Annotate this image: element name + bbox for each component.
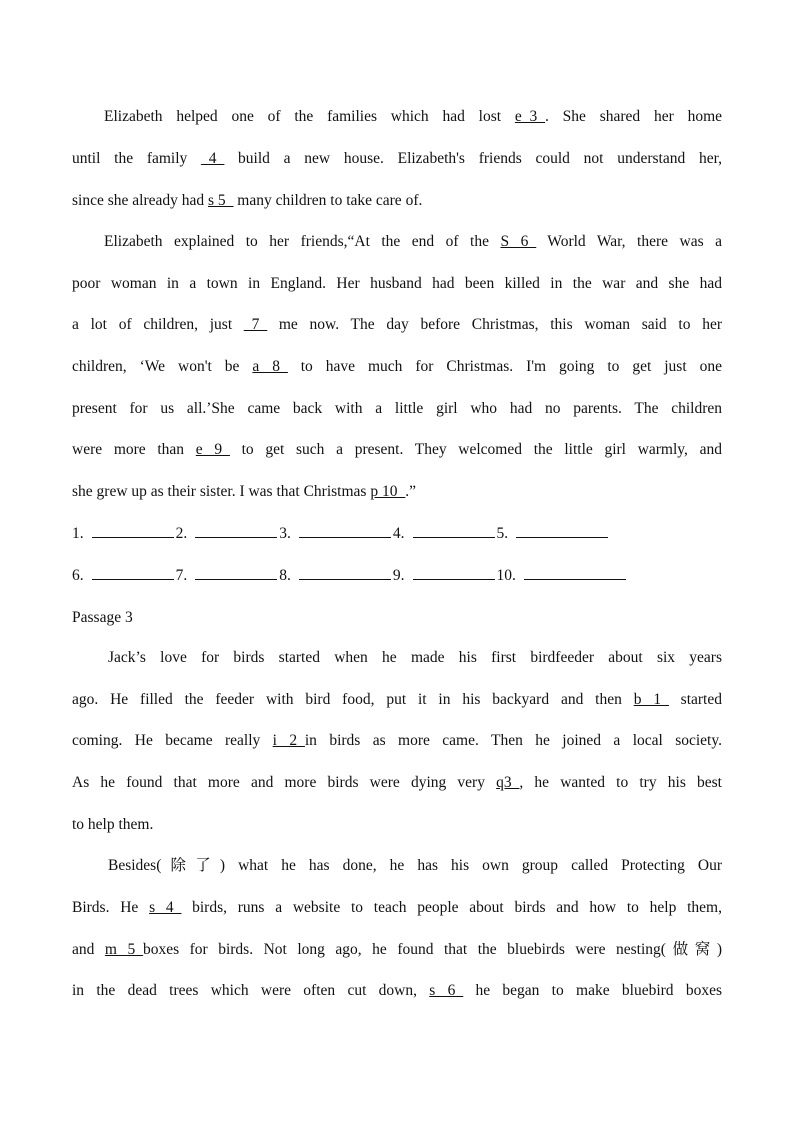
blank-clue: m 5_	[104, 941, 143, 958]
answer-number: 6.	[72, 567, 84, 584]
text-run: boxes for birds. Not long ago, he found that the bluebirds were nesting(做窝)	[142, 941, 722, 958]
text-run: a lot of children, just	[72, 316, 244, 333]
text-run: ago. He filled the feeder with bird food, put it in his backyard and then	[72, 691, 634, 708]
text-run: to get such a present. They welcomed the little girl warmly, and	[229, 441, 722, 458]
text-run: present for us all.’She came back with a little girl who had no parents. The children	[72, 400, 722, 417]
text-line	[72, 315, 722, 335]
text-run: Elizabeth explained to her friends,“At the end of the	[104, 233, 501, 250]
answer-number: 1.	[72, 525, 84, 542]
text-line	[108, 856, 722, 876]
text-run: to have much for Christmas. I'm going to get just one	[287, 358, 722, 375]
text-run: poor woman in a town in England. Her husband had been killed in the war and she had	[72, 275, 722, 292]
blank-clue: s 6_	[429, 982, 464, 999]
blank-clue: q3_	[496, 774, 520, 791]
text-line	[104, 107, 722, 127]
text-run: As he found that more and more birds were dying very	[72, 774, 497, 791]
answer-blank[interactable]	[299, 565, 391, 580]
text-line	[72, 731, 722, 751]
text-run: many children to take care of.	[233, 192, 423, 209]
blank-clue: e 9_	[195, 441, 230, 458]
text-line	[72, 773, 722, 793]
text-run: coming. He became really	[72, 732, 273, 749]
text-run: Elizabeth helped one of the families which had lost	[104, 108, 515, 125]
text-line	[72, 357, 722, 377]
answer-blank[interactable]	[195, 565, 277, 580]
answer-blank[interactable]	[413, 565, 495, 580]
blank-clue: _4_	[201, 150, 225, 167]
answer-number: 8.	[279, 567, 291, 584]
blank-clue: i 2_	[272, 732, 305, 749]
text-line	[72, 191, 722, 211]
answer-number: 2.	[175, 525, 188, 542]
text-run: World War, there was a	[536, 233, 722, 250]
text-run: Jack’s love for birds started when he made his first birdfeeder about six years	[108, 649, 722, 666]
text-run: Besides(除了) what he has done, he has his own group called Protecting Our	[108, 857, 722, 874]
text-run: and	[72, 941, 105, 958]
text-run: me now. The day before Christmas, this woman said to her	[267, 316, 722, 333]
text-run: Birds. He	[72, 899, 150, 916]
answer-number: 7.	[175, 567, 188, 584]
text-line	[72, 482, 722, 502]
answer-number: 10.	[496, 567, 516, 584]
answer-number: 3.	[279, 525, 291, 542]
text-run: to help them.	[72, 816, 154, 833]
text-line	[104, 232, 722, 252]
blank-clue: p 10_	[370, 483, 406, 500]
text-line	[72, 940, 722, 960]
text-line	[72, 981, 722, 1001]
text-line	[72, 898, 722, 918]
text-run: in the dead trees which were often cut down,	[72, 982, 430, 999]
text-run: .”	[405, 483, 416, 500]
text-run: since she already had	[72, 192, 208, 209]
text-line	[72, 690, 722, 710]
text-run: . She shared her home	[545, 108, 723, 125]
blank-clue: s 5_	[208, 192, 234, 209]
text-run: birds, runs a website to teach people about birds and how to help them,	[181, 899, 722, 916]
text-run: were more than	[72, 441, 196, 458]
answer-number: 4.	[392, 525, 405, 542]
text-run: in birds as more came. Then he joined a local society.	[304, 732, 722, 749]
text-line	[108, 648, 722, 668]
answer-row	[72, 523, 610, 543]
passage-3-heading: Passage 3	[72, 609, 133, 626]
text-line	[72, 149, 722, 169]
text-line	[72, 815, 722, 835]
text-line	[72, 399, 722, 419]
blank-clue: S 6_	[500, 233, 537, 250]
answer-blank[interactable]	[195, 523, 277, 538]
answer-blank[interactable]	[299, 523, 391, 538]
answer-blank[interactable]	[524, 565, 626, 580]
text-run: she grew up as their sister. I was that Christmas	[72, 483, 371, 500]
answer-number: 9.	[392, 567, 405, 584]
blank-clue: e_3_	[514, 108, 545, 125]
answer-blank[interactable]	[413, 523, 495, 538]
blank-clue: _7_	[243, 316, 268, 333]
blank-clue: s 4_	[149, 899, 182, 916]
answer-blank[interactable]	[516, 523, 608, 538]
text-run: he began to make bluebird boxes	[463, 982, 723, 999]
answer-blank[interactable]	[92, 565, 174, 580]
answer-blank[interactable]	[92, 523, 174, 538]
text-run: build a new house. Elizabeth's friends could not understand her,	[224, 150, 722, 167]
answer-row	[72, 565, 628, 585]
text-run: , he wanted to try his best	[519, 774, 722, 791]
text-run: started	[668, 691, 722, 708]
blank-clue: b 1_	[633, 691, 669, 708]
text-line	[72, 274, 722, 294]
blank-clue: a 8_	[252, 358, 288, 375]
text-line	[72, 440, 722, 460]
text-run: until the family	[72, 150, 202, 167]
text-run: children, ‘We won't be	[72, 358, 253, 375]
answer-number: 5.	[496, 525, 509, 542]
